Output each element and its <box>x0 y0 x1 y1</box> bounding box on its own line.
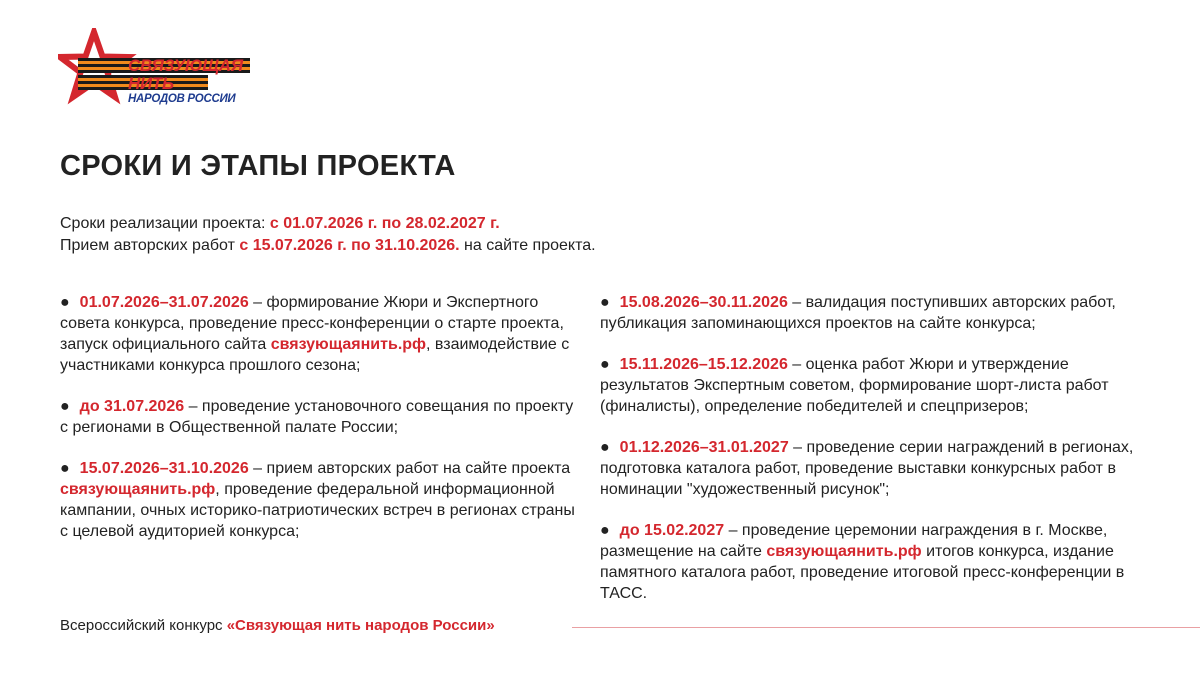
stage-item <box>60 292 580 376</box>
stage-item <box>600 292 1160 334</box>
logo-text-line-2: НИТЬ <box>128 74 174 93</box>
site-link[interactable]: связующаянить.рф <box>766 543 922 560</box>
submission-period-label: Прием авторских работ <box>60 237 240 254</box>
stage-description: – проведение церемонии награждения в г. Москве, размещение на сайте <box>600 522 1108 560</box>
stage-date: 15.08.2026–30.11.2026 <box>619 294 788 311</box>
stage-item <box>60 458 580 542</box>
stage-date: 01.07.2026–31.07.2026 <box>79 294 249 311</box>
bullet-icon: ● <box>600 294 610 311</box>
footer-contest-name: «Связующая нить народов России» <box>226 617 495 634</box>
stage-date: 01.12.2026–31.01.2027 <box>619 439 789 456</box>
footer-divider <box>572 627 1200 628</box>
site-link[interactable]: связующаянить.рф <box>60 481 216 498</box>
project-logo <box>58 28 258 118</box>
bullet-icon: ● <box>600 439 610 456</box>
stage-item <box>600 520 1160 604</box>
stage-item <box>60 396 580 438</box>
stage-description: – проведение установочного совещания по проекту с регионами в Общественной палате России; <box>60 398 574 436</box>
stage-description: – формирование Жюри и Экспертного совета конкурса, проведение пресс-конференции о старте проекта, запуск официального сайта <box>60 294 564 353</box>
submission-period-line <box>60 235 596 257</box>
stage-date: 15.11.2026–15.12.2026 <box>619 356 788 373</box>
footer-caption <box>60 617 495 634</box>
logo-text-line-3: НАРОДОВ РОССИИ <box>128 93 236 105</box>
stage-description: – прием авторских работ на сайте проекта <box>248 460 571 477</box>
stages-right-column <box>600 292 1160 624</box>
stage-item <box>600 354 1160 417</box>
project-period-line <box>60 213 500 235</box>
stage-description: – проведение серии награждений в регионах, подготовка каталога работ, проведение выставки конкурсных работ в номинации "художественный рисунок"; <box>600 439 1134 498</box>
footer-text: Всероссийский конкурс <box>60 617 227 634</box>
bullet-icon: ● <box>60 398 70 415</box>
bullet-icon: ● <box>600 356 610 373</box>
stage-date: 15.07.2026–31.10.2026 <box>79 460 249 477</box>
stage-description-continued: итогов конкурса, издание памятного каталога работ, проведение итоговой пресс-конференции в ТАСС. <box>600 543 1125 602</box>
project-period-label: Сроки реализации проекта: <box>60 215 270 232</box>
stage-description-continued: , взаимодействие с участниками конкурса прошлого сезона; <box>60 336 570 374</box>
logo-text-line-1: СВЯЗУЮЩАЯ <box>128 56 243 75</box>
submission-period-dates: с 15.07.2026 г. по 31.10.2026. <box>239 237 460 254</box>
stage-description: – валидация поступивших авторских работ, публикация запоминающихся проектов на сайте конкурса; <box>600 294 1116 332</box>
site-link[interactable]: связующаянить.рф <box>270 336 427 353</box>
bullet-icon: ● <box>600 522 610 539</box>
stage-item <box>600 437 1160 500</box>
bullet-icon: ● <box>60 294 70 311</box>
bullet-icon: ● <box>60 460 70 477</box>
project-period-dates: с 01.07.2026 г. по 28.02.2027 г. <box>269 215 500 232</box>
stage-date: до 15.02.2027 <box>619 522 725 539</box>
stage-description: – оценка работ Жюри и утверждение результатов Экспертным советом, формирование шорт-листа работ (финалисты), определение победителей и спецпризеров; <box>600 356 1109 415</box>
stage-description-continued: , проведение федеральной информационной кампании, очных историко-патриотических встреч в регионах страны с целевой аудиторией конкурса; <box>60 481 575 540</box>
stage-date: до 31.07.2026 <box>79 398 185 415</box>
page-title: СРОКИ И ЭТАПЫ ПРОЕКТА <box>60 150 456 182</box>
submission-period-suffix: на сайте проекта. <box>459 237 596 254</box>
stages-left-column <box>60 292 580 562</box>
